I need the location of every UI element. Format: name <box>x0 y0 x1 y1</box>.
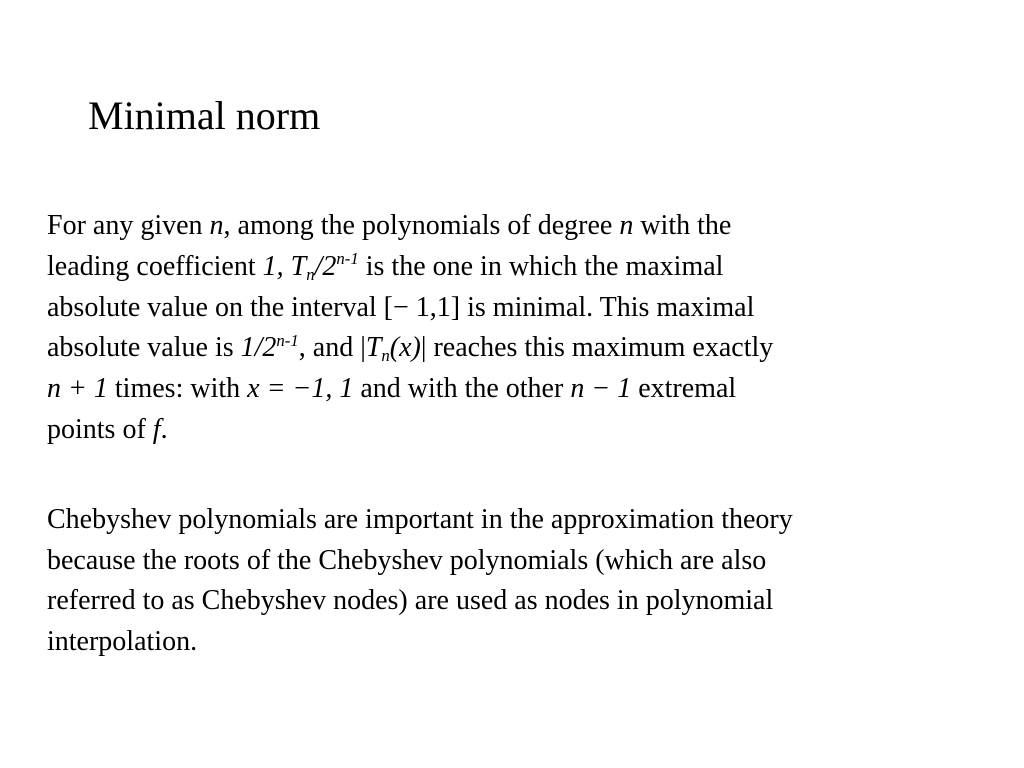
text-line: leading coefficient 1, $T_n/2^{n-1}$ is the one in which the maximal <box>47 249 724 284</box>
text-line: n + 1 times: with x = −1, 1 and with the other n − 1 extremal <box>47 373 737 405</box>
text-line: points of f. <box>47 413 168 445</box>
text-line: Chebyshev polynomials are important in the approximation theory <box>47 503 793 535</box>
text-line: interpolation. <box>47 626 198 658</box>
slide-title: Minimal norm <box>88 93 321 138</box>
text-line: absolute value on the interval [− 1,1] is minimal. This maximal <box>47 291 755 323</box>
text-line: because the roots of the Chebyshev polynomials (which are also <box>47 544 767 576</box>
text-line: referred to as Chebyshev nodes) are used as nodes in polynomial <box>47 585 774 617</box>
paragraph-approximation-theory <box>47 500 977 663</box>
slide-body <box>47 206 977 663</box>
text-line: absolute value is 1/2$^{n-1}$, and $|T_n(x)|$ reaches this maximum exactly <box>47 330 774 366</box>
paragraph-minimal-norm <box>47 206 977 451</box>
text-line: For any given n, among the polynomials of degree n with the <box>47 210 732 241</box>
